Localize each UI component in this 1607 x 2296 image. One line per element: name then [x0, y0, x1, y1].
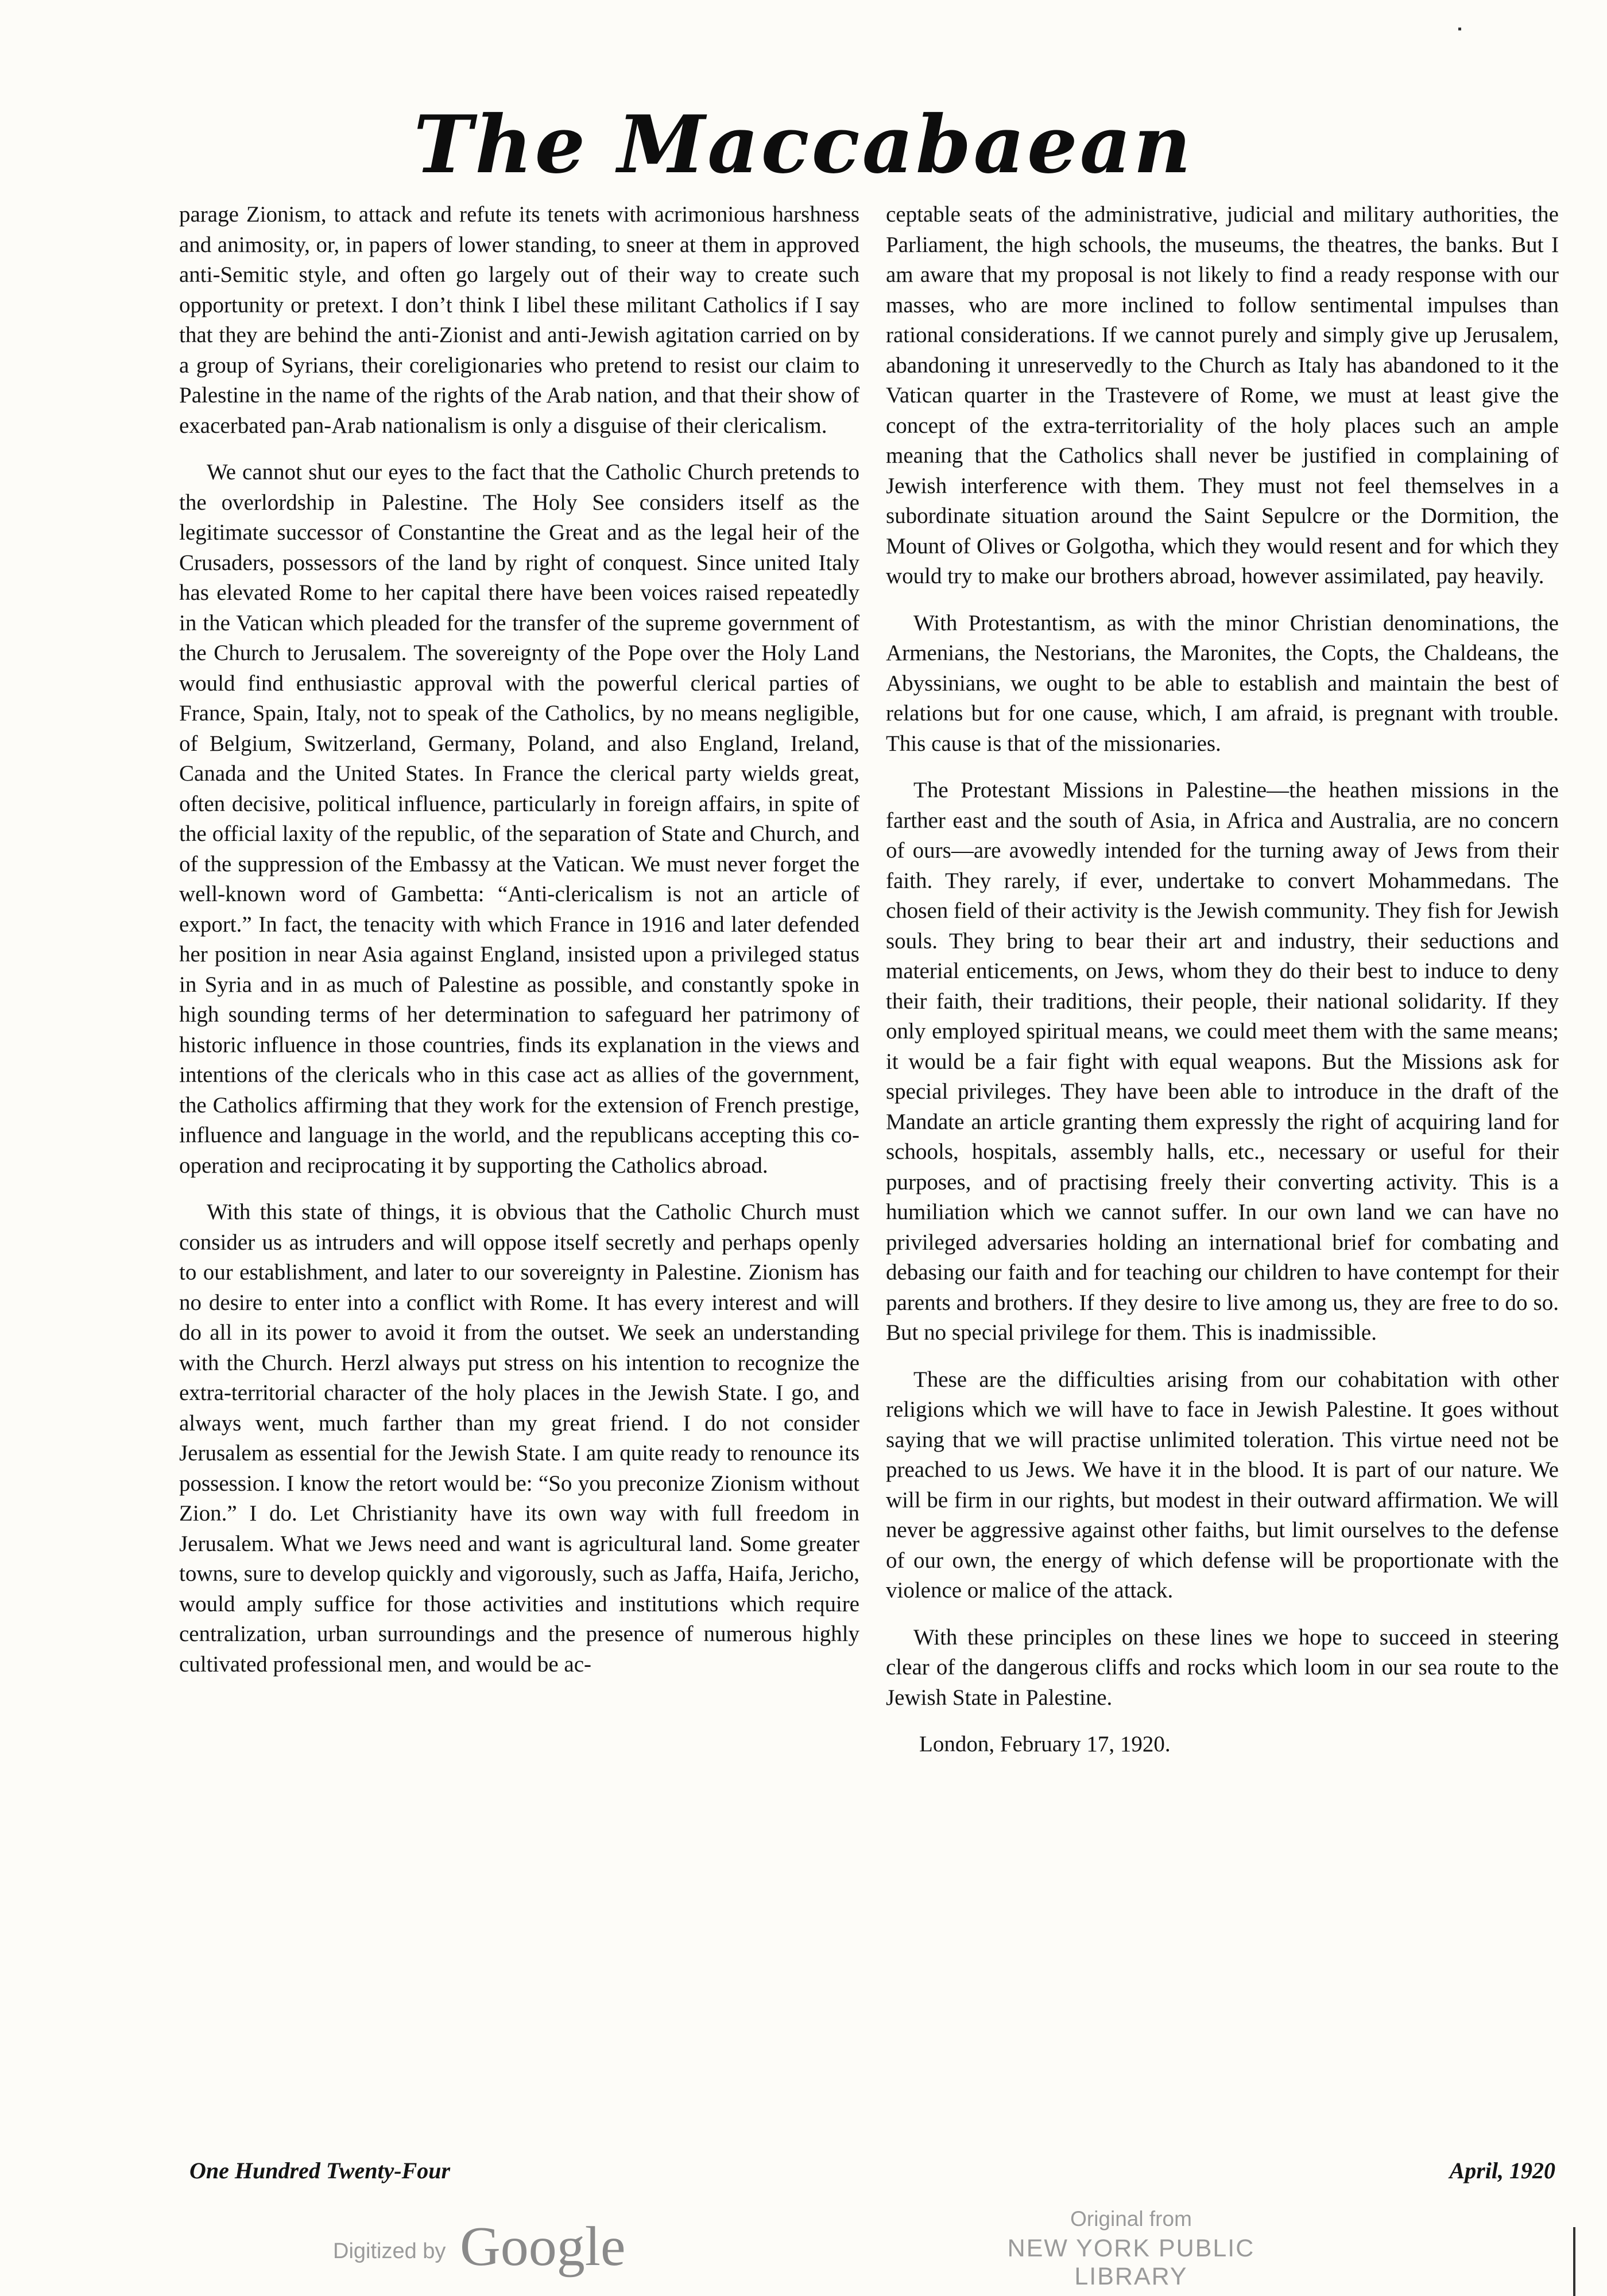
dateline: London, February 17, 1920. [919, 1732, 1171, 1756]
digitized-by-watermark [333, 2214, 625, 2279]
page-number-label: One Hundred Twenty-Four [189, 2158, 451, 2183]
article-paragraph: We cannot shut our eyes to the fact that the Catholic Church pretends to the overlordship in Palestine. The Holy See considers itself as the legitimate successor of Constantine the Great and as the legal heir of the Crusaders, possessors of the land by right of conquest. Since united Italy has elevated Rome to her capital there have been voices raised repeatedly in the Vatican which pleaded for the transfer of the supreme government of the Church to Jerusalem. The sovereignty of the Pope over the Holy Land would find enthusiastic approval with the powerful clerical parties of France, Spain, Italy, not to speak of the Catholics, by no means negligible, of Belgium, Switzerland, Germany, Poland, and also England, Ireland, Canada and the United States. In France the clerical party wields great, often decisive, political influence, particularly in foreign affairs, in spite of the official laxity of the republic, of the separation of State and Church, and of the suppression of the Embassy at the Vatican. We must never forget the well-known word of Gambetta: “Anti-clericalism is not an article of export.” In fact, the tenacity with which France in 1916 and later defended her position in near Asia against England, insisted upon a privileged status in Syria and in as much of Palestine as possible, and constantly spoke in high sounding terms of her determination to safeguard her patrimony of historic influence in those countries, finds its explanation in the views and intentions of the clericals who in this case act as allies of the government, the Catholics affirming that they work for the extension of French prestige, influence and language in the world, and the republicans accepting this co-operation and reciprocating it by supporting the Catholics abroad. [179, 460, 859, 1178]
scan-mark-top-right [1458, 28, 1461, 30]
issue-date: April, 1920 [1449, 2158, 1555, 2183]
scan-edge-bottom-right [1573, 2227, 1575, 2296]
article-paragraph: These are the difficulties arising from our cohabitation with other religions which we will have to face in Jewish Palestine. It goes without saying that we will practise unlimited toleration. This virtue need not be preached to us Jews. We have it in the blood. It is part of our nature. We will be firm in our rights, but modest in their outward affirmation. We will never be aggressive against other faiths, but limit ourselves to the defense of our own, the energy of which defense will be proportionate with the violence or malice of the attack. [886, 1367, 1559, 1603]
library-name: NEW YORK PUBLIC LIBRARY [1007, 2235, 1255, 2290]
article-paragraph: With Protestantism, as with the minor Christian denominations, the Armenians, the Nestorians, the Maronites, the Copts, the Chaldeans, the Abyssinians, we ought to be able to establish and maintain the best of relations but for one cause, which, I am afraid, is pregnant with trouble. This cause is that of the missionaries. [886, 610, 1559, 756]
article-paragraph: The Protestant Missions in Palestine—the heathen missions in the farther east and the south of Asia, in Africa and Australia, are no concern of ours—are avowedly intended for the turning away of Jews from their faith. They rarely, if ever, undertake to convert Mohammedans. The chosen field of their activity is the Jewish community. They fish for Jewish souls. They bring to bear their art and industry, their seductions and material enticements, on Jews, whom they do their best to induce to deny their faith, their traditions, their people, their national solidarity. If they only employed spiritual means, we could meet them with the same means; it would be a fair fight with equal weapons. But the Missions ask for special privileges. They have been able to introduce in the draft of the Mandate an article granting them expressly the right of acquiring land for schools, hospitals, assembly halls, etc., necessary or useful for their purposes, and of practising freely their converting activity. This is a humiliation which we cannot suffer. In our own land we can have no privileged adversaries holding an international brief for combating and debasing our faith and for teaching our children to have contempt for their parents and brothers. If they desire to live among us, they are free to do so. But no special privilege for them. This is inadmissible. [886, 778, 1559, 1345]
right-column [886, 200, 1559, 1777]
google-logo: Google [459, 2216, 626, 2278]
left-column [179, 200, 859, 1696]
article-paragraph: With this state of things, it is obvious that the Catholic Church must consider us as intruders and will oppose itself secretly and perhaps openly to our establishment, and later to our sovereignty in Palestine. Zionism has no desire to enter into a conflict with Rome. It has every interest and will do all in its power to avoid it from the outset. We seek an understanding with the Church. Herzl always put stress on his intention to recognize the extra-territorial character of the holy places in the Jewish State. I go, and always went, much farther than my great friend. I do not consider Jerusalem as essential for the Jewish State. I am quite ready to renounce its possession. I know the retort would be: “So you preconize Zionism without Zion.” I do. Let Christianity have its own way with full freedom in Jerusalem. What we Jews need and want is agricultural land. Some greater towns, sure to develop quickly and vigorously, such as Jaffa, Haifa, Jericho, would amply suffice for those activities and institutions which require centralization, urban surroundings and the presence of numerous highly cultivated professional men, and would be ac- [179, 1200, 859, 1677]
article-paragraph: With these principles on these lines we hope to succeed in steering clear of the dangerous cliffs and rocks which loom in our sea route to the Jewish State in Palestine. [886, 1624, 1559, 1710]
masthead-title: The Maccabaean [413, 98, 1194, 191]
library-attribution [959, 2207, 1303, 2291]
original-from-text: Original from [1070, 2207, 1192, 2231]
digitized-by-text: Digitized by [333, 2239, 446, 2263]
article-paragraph: parage Zionism, to attack and refute its tenets with acrimonious harshness and animosity, or, in papers of lower standing, to sneer at them in approved anti-Semitic style, and often go largely out of their way to create such opportunity or pretext. I don’t think I libel these militant Catholics if I say that they are behind the anti-Zionist and anti-Jewish agitation carried on by a group of Syrians, their coreligionaries who pretend to resist our claim to Palestine in the name of the rights of the Arab nation, and that their show of exacerbated pan-Arab nationalism is only a disguise of their clericalism. [179, 202, 859, 438]
article-paragraph: ceptable seats of the administrative, judicial and military authorities, the Parliament, the high schools, the museums, the theatres, the banks. But I am aware that my proposal is not likely to find a ready response with our masses, who are more inclined to follow sentimental impulses than rational considerations. If we cannot purely and simply give up Jerusalem, abandoning it unreservedly to the Church as Italy has abandoned to it the Vatican quarter in the Trastevere of Rome, we must at least give the concept of the extra-territoriality of the holy places such an ample meaning that the Catholics shall never be justified in complaining of Jewish interference with them. They must not feel themselves in a subordinate situation around the Saint Sepulcre or the Dormition, the Mount of Olives or Golgotha, which they would resent and for which they would try to make our brothers abroad, however assimilated, pay heavily. [886, 202, 1559, 588]
